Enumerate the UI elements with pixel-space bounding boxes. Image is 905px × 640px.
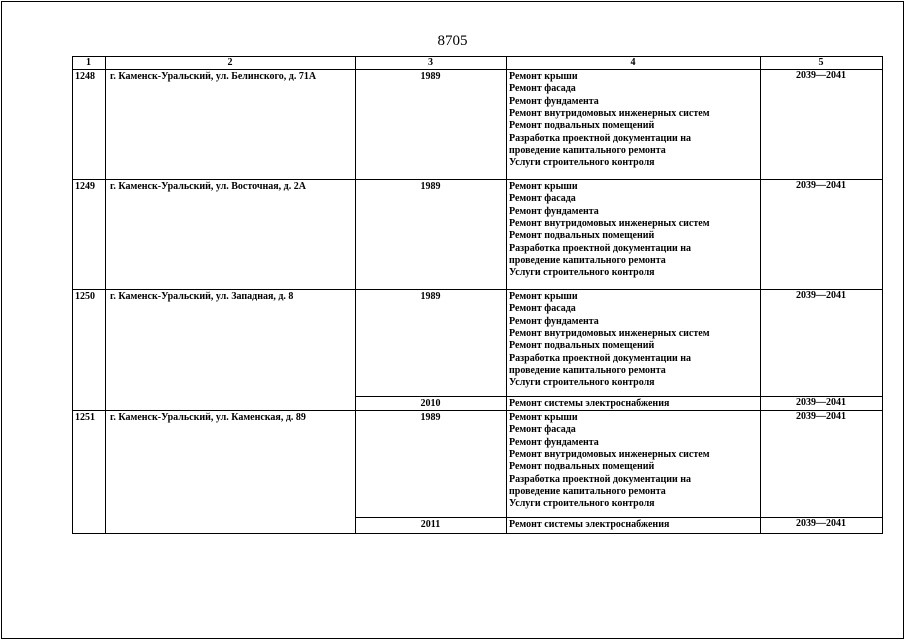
address: г. Каменск-Уральский, ул. Каменская, д. 89: [110, 412, 306, 423]
row-number: 1250: [75, 291, 95, 302]
build-year: 1989: [420, 181, 441, 192]
column-header-4: 4: [630, 57, 636, 68]
repair-period: 2039—2041: [796, 397, 846, 408]
table-rule: [105, 56, 106, 534]
build-year: 1989: [420, 412, 441, 423]
work-item: Ремонт подвальных помещений: [509, 230, 655, 242]
work-item: Разработка проектной документации на: [509, 352, 692, 364]
column-header-2: 2: [227, 57, 233, 68]
work-item: Ремонт внутридомовых инженерных систем: [509, 217, 710, 229]
build-year: 1989: [420, 291, 441, 302]
work-item: Ремонт системы электроснабжения: [509, 398, 670, 409]
repair-period: 2039—2041: [796, 518, 846, 529]
column-header-1: 1: [86, 57, 91, 68]
table-rule: [760, 56, 761, 534]
work-item: проведение капитального ремонта: [509, 485, 666, 497]
work-item: Разработка проектной документации на: [509, 473, 692, 485]
work-item: Услуги строительного контроля: [509, 498, 655, 510]
table-rule: [882, 56, 883, 534]
table-rule: [72, 56, 73, 534]
work-item: Услуги строительного контроля: [509, 157, 655, 169]
repair-period: 2039—2041: [796, 290, 846, 301]
work-item: Ремонт фасада: [509, 303, 576, 315]
work-item: Ремонт внутридомовых инженерных систем: [509, 327, 710, 339]
column-header-3: 3: [428, 57, 433, 68]
work-item: проведение капитального ремонта: [509, 364, 666, 376]
work-item: Ремонт крыши: [509, 291, 578, 302]
work-item: Ремонт крыши: [509, 412, 578, 423]
table-rule: [506, 56, 507, 534]
page-border: [1, 1, 904, 639]
work-item: Ремонт фасада: [509, 193, 576, 205]
build-year: 2011: [420, 519, 441, 530]
work-item: Ремонт фасада: [509, 424, 576, 436]
work-item: Ремонт крыши: [509, 181, 578, 192]
work-item: Услуги строительного контроля: [509, 377, 655, 389]
work-item: Разработка проектной документации на: [509, 132, 692, 144]
repair-period: 2039—2041: [796, 180, 846, 191]
column-header-5: 5: [818, 57, 824, 68]
work-item: Ремонт системы электроснабжения: [509, 519, 670, 530]
work-item: Ремонт фундамента: [509, 95, 599, 107]
work-item: Услуги строительного контроля: [509, 267, 655, 279]
work-item: Ремонт подвальных помещений: [509, 461, 655, 473]
work-item: Ремонт фундамента: [509, 205, 599, 217]
work-item: Разработка проектной документации на: [509, 242, 692, 254]
address: г. Каменск-Уральский, ул. Белинского, д. 71А: [110, 71, 317, 82]
row-number: 1248: [75, 71, 95, 82]
build-year: 2010: [420, 398, 441, 409]
row-number: 1251: [75, 412, 95, 423]
work-item: Ремонт крыши: [509, 71, 578, 82]
repair-period: 2039—2041: [796, 70, 846, 81]
work-item: Ремонт фундамента: [509, 436, 599, 448]
page-number: 8705: [437, 33, 468, 49]
address: г. Каменск-Уральский, ул. Восточная, д. 2А: [110, 181, 306, 192]
work-item: проведение капитального ремонта: [509, 254, 666, 266]
work-item: Ремонт подвальных помещений: [509, 120, 655, 132]
table-rule: [72, 533, 883, 534]
address: г. Каменск-Уральский, ул. Западная, д. 8: [110, 291, 294, 302]
work-item: проведение капитального ремонта: [509, 144, 666, 156]
build-year: 1989: [420, 71, 441, 82]
work-item: Ремонт фундамента: [509, 315, 599, 327]
work-item: Ремонт внутридомовых инженерных систем: [509, 107, 710, 119]
work-item: Ремонт фасада: [509, 83, 576, 95]
work-item: Ремонт подвальных помещений: [509, 340, 655, 352]
repair-period: 2039—2041: [796, 411, 846, 422]
work-item: Ремонт внутридомовых инженерных систем: [509, 448, 710, 460]
row-number: 1249: [75, 181, 95, 192]
table-rule: [355, 56, 356, 534]
